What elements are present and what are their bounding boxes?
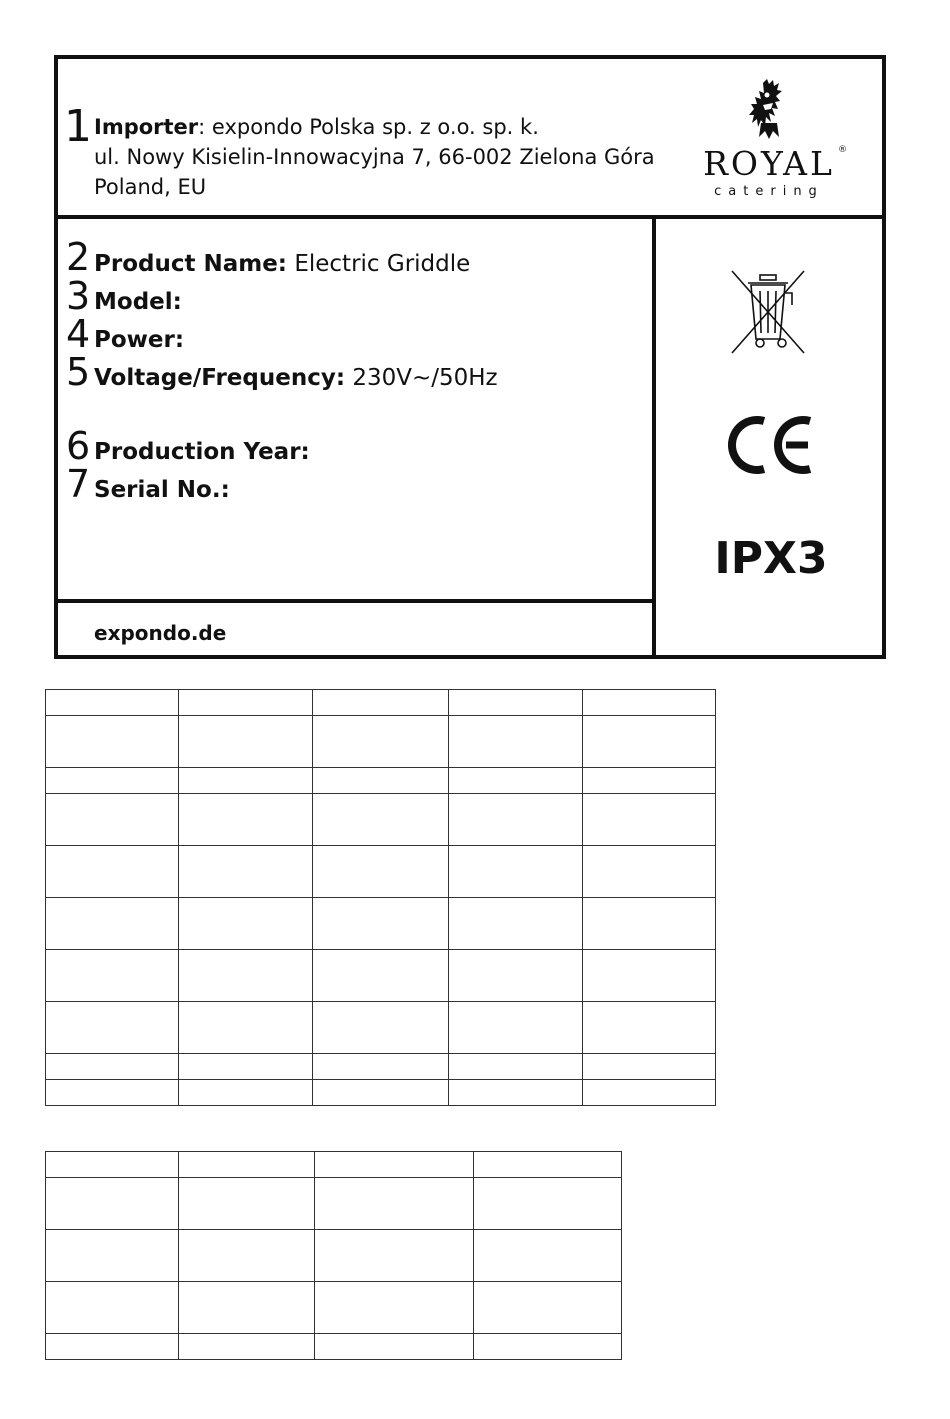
table-row xyxy=(46,794,716,846)
production-year-key: Production Year: xyxy=(94,439,310,465)
field-number-importer: 1 xyxy=(64,101,92,152)
power-key: Power: xyxy=(94,327,185,353)
model-line xyxy=(94,291,182,314)
field-number-voltage: 5 xyxy=(66,350,91,394)
voltage-value: 230V~/50Hz xyxy=(345,365,498,391)
serial-key: Serial No.: xyxy=(94,477,230,503)
importer-value: : expondo Polska sp. z o.o. sp. k. xyxy=(198,115,539,139)
product-name-line xyxy=(94,253,470,276)
table-row xyxy=(46,846,716,898)
field-number-serial: 7 xyxy=(66,462,91,506)
spec-table-2 xyxy=(45,1151,622,1360)
table-row xyxy=(46,1152,622,1178)
website-text: expondo.de xyxy=(94,621,227,645)
table-row xyxy=(46,1178,622,1230)
serial-line xyxy=(94,479,230,502)
table-row xyxy=(46,1230,622,1282)
table-row xyxy=(46,690,716,716)
table-row xyxy=(46,1334,622,1360)
crossed-bin-icon xyxy=(730,269,806,355)
ip-rating: IPX3 xyxy=(714,533,828,584)
voltage-key: Voltage/Frequency: xyxy=(94,365,346,391)
registered-mark: ® xyxy=(838,145,847,155)
model-key: Model: xyxy=(94,289,182,315)
importer-key: Importer xyxy=(94,115,199,139)
table-row xyxy=(46,950,716,1002)
brand-name: ROYAL xyxy=(703,144,835,183)
table-row xyxy=(46,1080,716,1106)
rating-label xyxy=(54,55,886,659)
divider-bottom xyxy=(58,599,652,603)
spec-table-1 xyxy=(45,689,716,1106)
table-row xyxy=(46,768,716,794)
royal-catering-logo xyxy=(688,79,850,203)
divider-vertical xyxy=(652,219,656,655)
table-row xyxy=(46,1002,716,1054)
table-row xyxy=(46,898,716,950)
importer-line xyxy=(94,117,539,138)
power-line xyxy=(94,329,184,352)
field-number-product-name: 2 xyxy=(66,235,91,279)
field-number-model: 3 xyxy=(66,274,91,318)
table-row xyxy=(46,716,716,768)
field-number-production-year: 6 xyxy=(66,424,91,468)
product-name-key: Product Name: xyxy=(94,251,288,277)
importer-address: ul. Nowy Kisielin-Innowacyjna 7, 66-002 Zielona Góra xyxy=(94,145,655,169)
voltage-line xyxy=(94,367,498,390)
brand-sub: catering xyxy=(714,184,824,199)
importer-country: Poland, EU xyxy=(94,175,207,199)
lion-icon xyxy=(749,79,789,139)
divider-top xyxy=(58,215,882,219)
ce-mark-icon xyxy=(724,413,816,477)
table-row xyxy=(46,1282,622,1334)
table-row xyxy=(46,1054,716,1080)
field-number-power: 4 xyxy=(66,312,91,356)
product-name-value: Electric Griddle xyxy=(287,251,471,277)
production-year-line xyxy=(94,441,310,464)
